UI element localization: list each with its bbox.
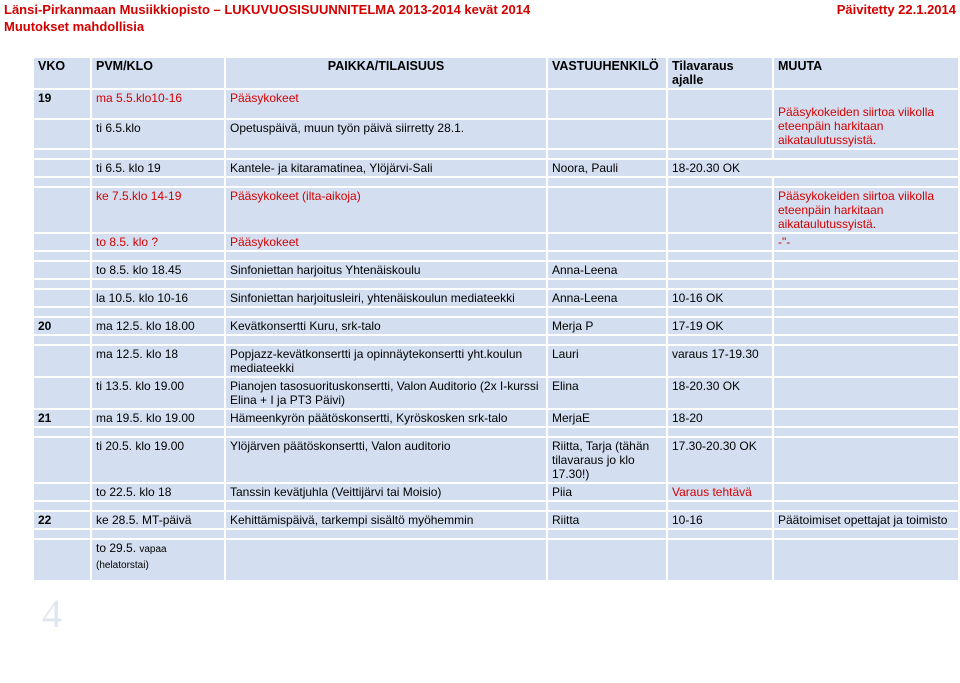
cell-paikka: Kantele- ja kitaramatinea, Ylöjärvi-Sali xyxy=(225,159,547,177)
table-header-row xyxy=(33,57,959,89)
cell-muuta xyxy=(773,261,959,279)
cell-muuta xyxy=(773,317,959,335)
cell-paikka: Pääsykokeet (ilta-aikoja) xyxy=(225,187,547,233)
table-row xyxy=(33,187,959,233)
cell-vastuu xyxy=(547,89,667,119)
table-row xyxy=(33,317,959,335)
cell-vastuu xyxy=(547,233,667,251)
cell-muuta xyxy=(773,289,959,307)
cell-vastuu: Anna-Leena xyxy=(547,289,667,307)
cell-pvm: ma 12.5. klo 18.00 xyxy=(91,317,225,335)
cell-muuta: Pääsykokeiden siirtoa viikolla eteenpäin harkitaan aikataulutussyistä. xyxy=(773,89,959,149)
cell-muuta: Päätoimiset opettajat ja toimisto xyxy=(773,511,959,529)
cell-pvm xyxy=(91,539,225,581)
cell-vastuu: Riitta xyxy=(547,511,667,529)
cell-pvm: to 8.5. klo ? xyxy=(91,233,225,251)
cell-pvm: ke 28.5. MT-päivä xyxy=(91,511,225,529)
table-row xyxy=(33,377,959,409)
cell-pvm: to 8.5. klo 18.45 xyxy=(91,261,225,279)
cell-vko xyxy=(33,377,91,409)
cell-tila xyxy=(667,119,773,149)
table-row xyxy=(33,437,959,483)
cell-vko: 19 xyxy=(33,89,91,119)
spacer-row xyxy=(33,427,959,437)
cell-vastuu xyxy=(547,187,667,233)
col-header-vko: VKO xyxy=(33,57,91,89)
table-row xyxy=(33,289,959,307)
spacer-row xyxy=(33,279,959,289)
cell-vastuu xyxy=(547,119,667,149)
cell-vastuu: Noora, Pauli xyxy=(547,159,667,177)
cell-tila: varaus 17-19.30 xyxy=(667,345,773,377)
col-header-muuta: MUUTA xyxy=(773,57,959,89)
cell-paikka xyxy=(225,539,547,581)
cell-pvm: ti 6.5. klo 19 xyxy=(91,159,225,177)
cell-tila xyxy=(667,233,773,251)
table-row xyxy=(33,539,959,581)
cell-pvm-date: to 29.5. xyxy=(96,541,137,555)
cell-muuta xyxy=(773,377,959,409)
col-header-pvm: PVM/KLO xyxy=(91,57,225,89)
table-row xyxy=(33,261,959,279)
cell-paikka: Popjazz-kevätkonsertti ja opinnäytekonsertti yht.koulun mediateekki xyxy=(225,345,547,377)
cell-paikka: Opetuspäivä, muun työn päivä siirretty 28.1. xyxy=(225,119,547,149)
cell-muuta xyxy=(773,345,959,377)
spacer-row xyxy=(33,529,959,539)
cell-vastuu: Riitta, Tarja (tähän tilavaraus jo klo 17.30!) xyxy=(547,437,667,483)
spacer-row xyxy=(33,149,959,159)
cell-pvm: ma 12.5. klo 18 xyxy=(91,345,225,377)
cell-tila xyxy=(667,539,773,581)
cell-tila: 10-16 xyxy=(667,511,773,529)
cell-paikka: Pääsykokeet xyxy=(225,233,547,251)
cell-vko: 22 xyxy=(33,511,91,529)
cell-paikka: Hämeenkyrön päätöskonsertti, Kyröskosken srk-talo xyxy=(225,409,547,427)
cell-pvm: to 22.5. klo 18 xyxy=(91,483,225,501)
cell-paikka: Kehittämispäivä, tarkempi sisältö myöhemmin xyxy=(225,511,547,529)
table-row xyxy=(33,233,959,251)
spacer-row xyxy=(33,177,959,187)
cell-pvm: la 10.5. klo 10-16 xyxy=(91,289,225,307)
cell-paikka: Sinfoniettan harjoitus Yhtenäiskoulu xyxy=(225,261,547,279)
table-row xyxy=(33,89,959,119)
cell-vko xyxy=(33,289,91,307)
document-subtitle: Muutokset mahdollisia xyxy=(4,19,145,34)
cell-tila: 18-20.30 OK xyxy=(667,159,959,177)
cell-tila: Varaus tehtävä xyxy=(667,483,773,501)
updated-date: Päivitetty 22.1.2014 xyxy=(836,2,956,17)
cell-paikka: Kevätkonsertti Kuru, srk-talo xyxy=(225,317,547,335)
cell-pvm: ti 13.5. klo 19.00 xyxy=(91,377,225,409)
cell-vastuu: Piia xyxy=(547,483,667,501)
cell-tila xyxy=(667,261,773,279)
cell-paikka: Pianojen tasosuorituskonsertti, Valon Auditorio (2x I-kurssi Elina + I ja PT3 Päivi) xyxy=(225,377,547,409)
table-row xyxy=(33,409,959,427)
cell-paikka: Sinfoniettan harjoitusleiri, yhtenäiskoulun mediateekki xyxy=(225,289,547,307)
cell-pvm: ma 19.5. klo 19.00 xyxy=(91,409,225,427)
cell-vko xyxy=(33,345,91,377)
col-header-vastuu: VASTUUHENKILÖ xyxy=(547,57,667,89)
cell-paikka: Tanssin kevätjuhla (Veittijärvi tai Moisio) xyxy=(225,483,547,501)
cell-pvm: ke 7.5.klo 14-19 xyxy=(91,187,225,233)
cell-vko xyxy=(33,483,91,501)
cell-vko xyxy=(33,119,91,149)
cell-muuta xyxy=(773,483,959,501)
cell-vastuu: Anna-Leena xyxy=(547,261,667,279)
cell-pvm: ma 5.5.klo10-16 xyxy=(91,89,225,119)
spacer-row xyxy=(33,251,959,261)
cell-tila xyxy=(667,187,773,233)
cell-vastuu: MerjaE xyxy=(547,409,667,427)
cell-tila: 18-20.30 OK xyxy=(667,377,773,409)
cell-muuta: Pääsykokeiden siirtoa viikolla eteenpäin harkitaan aikataulutussyistä. xyxy=(773,187,959,233)
cell-vastuu: Merja P xyxy=(547,317,667,335)
table-row xyxy=(33,159,959,177)
cell-tila xyxy=(667,89,773,119)
cell-tila: 17.30-20.30 OK xyxy=(667,437,773,483)
spacer-row xyxy=(33,307,959,317)
spacer-row xyxy=(33,335,959,345)
cell-tila: 17-19 OK xyxy=(667,317,773,335)
cell-vko xyxy=(33,233,91,251)
cell-muuta xyxy=(773,539,959,581)
cell-pvm: ti 20.5. klo 19.00 xyxy=(91,437,225,483)
page-number: 4 xyxy=(42,591,62,636)
table-row xyxy=(33,345,959,377)
cell-vko xyxy=(33,159,91,177)
cell-pvm-note: vapaa (helatorstai) xyxy=(96,544,167,571)
cell-vastuu: Elina xyxy=(547,377,667,409)
cell-paikka: Ylöjärven päätöskonsertti, Valon auditorio xyxy=(225,437,547,483)
col-header-paikka: PAIKKA/TILAISUUS xyxy=(225,57,547,89)
col-header-tila: Tilavaraus ajalle xyxy=(667,57,773,89)
table-row xyxy=(33,511,959,529)
cell-pvm: ti 6.5.klo xyxy=(91,119,225,149)
cell-muuta xyxy=(773,437,959,483)
cell-vastuu xyxy=(547,539,667,581)
cell-vko: 20 xyxy=(33,317,91,335)
cell-vko xyxy=(33,187,91,233)
cell-vko xyxy=(33,261,91,279)
cell-vko: 21 xyxy=(33,409,91,427)
schedule-table xyxy=(32,56,960,582)
spacer-row xyxy=(33,501,959,511)
cell-vko xyxy=(33,437,91,483)
table-row xyxy=(33,483,959,501)
cell-vko xyxy=(33,539,91,581)
cell-tila: 18-20 xyxy=(667,409,773,427)
cell-vastuu: Lauri xyxy=(547,345,667,377)
cell-muuta: -"- xyxy=(773,233,959,251)
document-title: Länsi-Pirkanmaan Musiikkiopisto – LUKUVUOSISUUNNITELMA 2013-2014 kevät 2014 xyxy=(4,2,531,17)
cell-tila: 10-16 OK xyxy=(667,289,773,307)
cell-muuta xyxy=(773,409,959,427)
cell-paikka: Pääsykokeet xyxy=(225,89,547,119)
